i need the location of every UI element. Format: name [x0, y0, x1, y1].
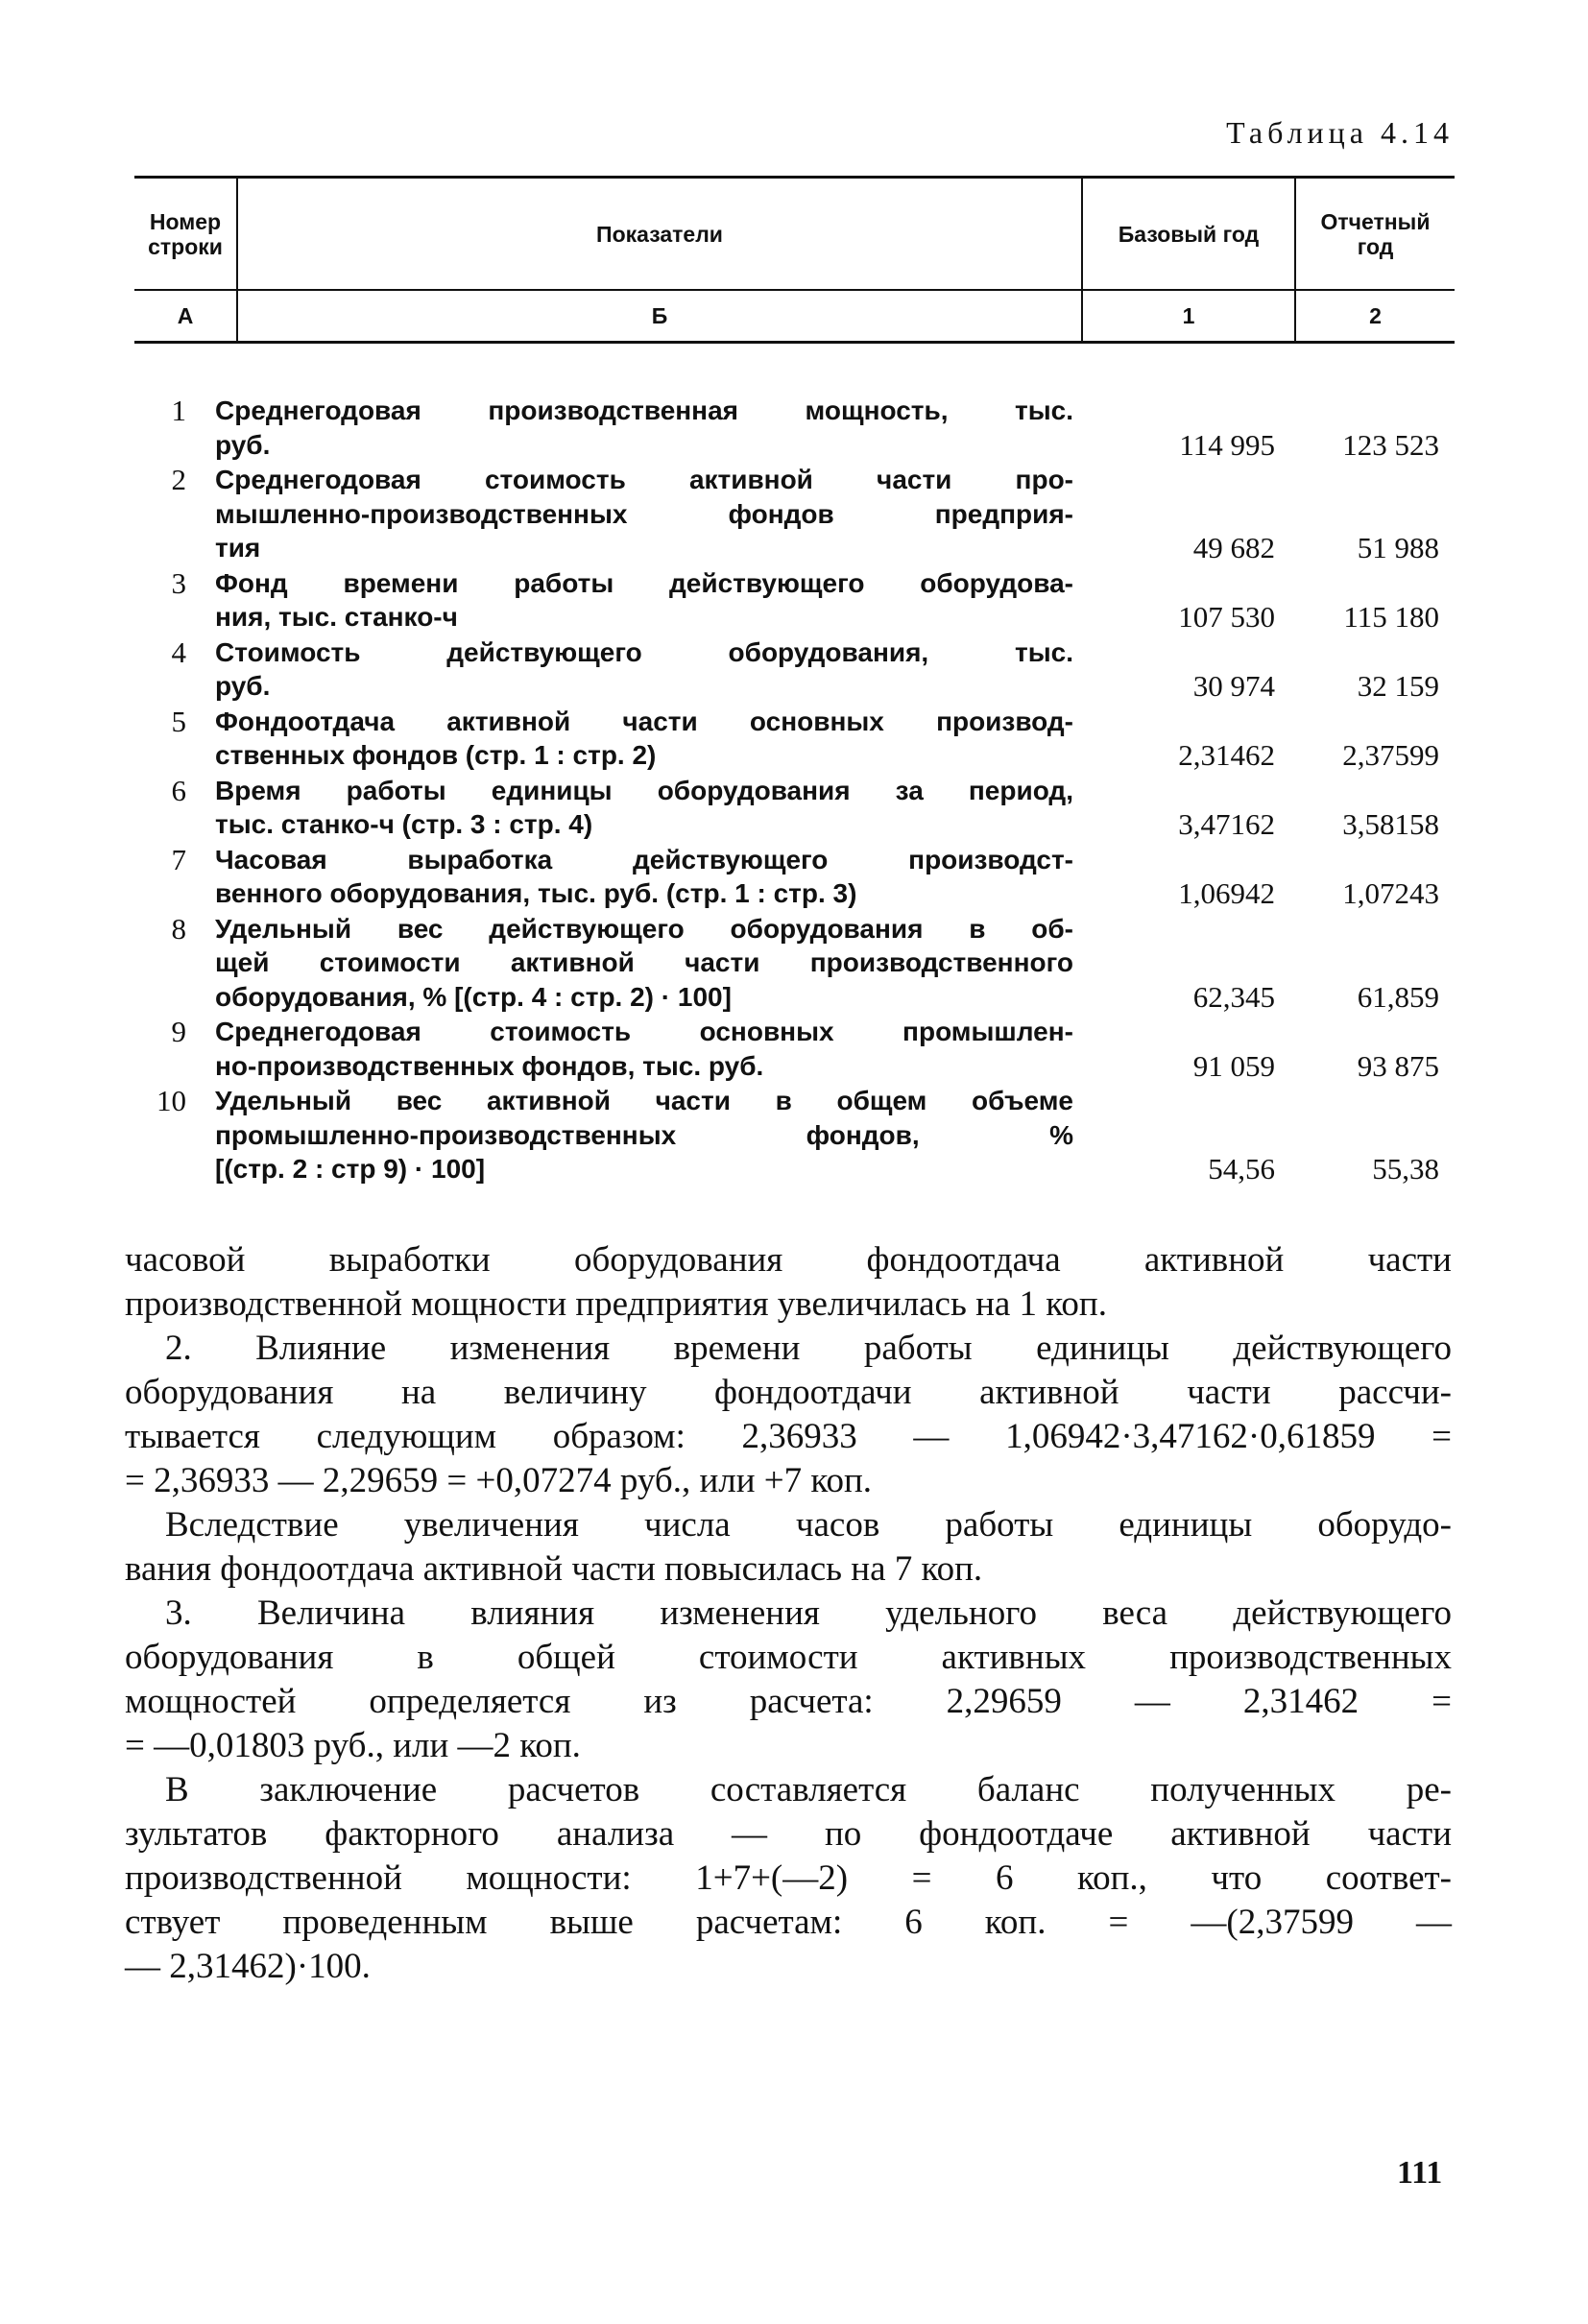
base-year-value: 1,06942	[1178, 876, 1275, 910]
indicator-line: мышленно-производственных фондов предприя-	[215, 498, 1073, 529]
paragraph	[125, 1327, 1452, 1503]
body-text	[125, 1238, 1452, 1989]
table-body	[134, 394, 1455, 1187]
report-year-value: 51 988	[1357, 531, 1439, 564]
row-indicator	[202, 912, 1083, 1015]
subheader-a: А	[134, 291, 238, 341]
text-line: = —0,01803 руб., или —2 коп.	[125, 1726, 581, 1765]
header-row-number: Номер строки	[134, 179, 238, 289]
row-number: 3	[171, 565, 186, 600]
report-year-value: 32 159	[1357, 669, 1439, 703]
indicator-line: но-производственных фондов, тыс. руб.	[215, 1050, 764, 1081]
row-indicator	[202, 774, 1083, 842]
indicator-line: Удельный вес активной части в общем объеме	[215, 1086, 1073, 1115]
base-year-value: 30 974	[1192, 669, 1275, 703]
report-year-value: 1,07243	[1342, 876, 1439, 910]
row-number: 9	[171, 1015, 186, 1048]
text-line: вания фондоотдача активной части повысилась на 7 коп.	[125, 1549, 983, 1589]
table-row	[134, 774, 1455, 842]
table-row	[134, 1084, 1455, 1186]
table-header	[134, 176, 1455, 344]
base-year-value: 107 530	[1178, 600, 1275, 634]
text-line: ствует проведенным выше расчетам: 6 коп. = —(2,37599 —	[125, 1903, 1452, 1942]
text-line: производственной мощности: 1+7+(—2) = 6 коп., что соответ-	[125, 1858, 1452, 1898]
base-year-value: 91 059	[1192, 1048, 1275, 1083]
row-number: 6	[171, 773, 186, 807]
text-line: мощностей определяется из расчета: 2,29659 — 2,31462 =	[125, 1682, 1452, 1721]
indicator-line: Среднегодовая производственная мощность, тыс.	[215, 395, 1073, 425]
text-line: часовой выработки оборудования фондоотдача активной части	[125, 1240, 1452, 1280]
row-indicator	[202, 843, 1083, 911]
indicator-line: Фондоотдача активной части основных производ-	[215, 706, 1073, 736]
row-number: 5	[171, 704, 186, 738]
indicator-line: венного оборудования, тыс. руб. (стр. 1 : стр. 3)	[215, 878, 857, 908]
text-line: производственной мощности предприятия увеличилась на 1 коп.	[125, 1284, 1107, 1324]
indicator-line: Среднегодовая стоимость основных промышлен-	[215, 1017, 1073, 1046]
indicator-line: Среднегодовая стоимость активной части про-	[215, 465, 1073, 494]
paragraph	[125, 1238, 1452, 1327]
report-year-value: 2,37599	[1342, 738, 1439, 772]
indicator-line: руб.	[215, 671, 271, 701]
row-number: 7	[171, 842, 186, 876]
row-indicator	[202, 566, 1083, 635]
text-line: 3. Величина влияния изменения удельного веса действующего	[165, 1593, 1452, 1633]
table-caption: Таблица 4.14	[1226, 115, 1454, 150]
text-line: = 2,36933 — 2,29659 = +0,07274 руб., или +7 коп.	[125, 1461, 873, 1500]
table-row	[134, 463, 1455, 565]
row-indicator	[202, 463, 1083, 565]
text-line: зультатов факторного анализа — по фондоотдаче активной части	[125, 1814, 1452, 1854]
text-line: тывается следующим образом: 2,36933 — 1,06942·3,47162·0,61859 =	[125, 1417, 1452, 1456]
report-year-value: 3,58158	[1342, 807, 1439, 841]
report-year-value: 93 875	[1357, 1048, 1439, 1083]
subheader-2: 2	[1369, 302, 1382, 328]
row-number: 8	[171, 911, 186, 946]
indicator-line: тыс. станко-ч (стр. 3 : стр. 4)	[215, 809, 593, 839]
row-number: 10	[156, 1084, 186, 1117]
row-indicator	[202, 635, 1083, 704]
indicator-line: руб.	[215, 429, 271, 460]
text-line: — 2,31462)·100.	[125, 1947, 371, 1986]
indicator-line: Время работы единицы оборудования за период,	[215, 775, 1073, 805]
table-row	[134, 1015, 1455, 1083]
subheader-b: Б	[238, 291, 1083, 341]
header-report-year: Отчетный год	[1320, 208, 1431, 259]
row-indicator	[202, 1084, 1083, 1186]
row-number: 1	[171, 394, 186, 427]
subheader-1: 1	[1083, 291, 1296, 341]
header-indicators: Показатели	[238, 179, 1083, 289]
base-year-value: 49 682	[1192, 531, 1275, 564]
paragraph	[125, 1503, 1452, 1592]
report-year-value: 123 523	[1342, 427, 1439, 462]
base-year-value: 3,47162	[1178, 807, 1275, 841]
table-row	[134, 566, 1455, 635]
row-indicator	[202, 705, 1083, 773]
indicator-line: Часовая выработка действующего производст-	[215, 844, 1073, 874]
paragraph	[125, 1768, 1452, 1989]
row-number: 4	[171, 635, 186, 669]
row-number: 2	[171, 463, 186, 496]
report-year-value: 115 180	[1343, 600, 1439, 634]
indicator-line: ственных фондов (стр. 1 : стр. 2)	[215, 740, 657, 770]
indicator-line: промышленно-производственных фондов, %	[215, 1119, 1073, 1150]
table-row	[134, 635, 1455, 704]
indicator-line: щей стоимости активной части производственного	[215, 947, 1073, 977]
table-row	[134, 705, 1455, 773]
paragraph	[125, 1592, 1452, 1768]
report-year-value: 61,859	[1357, 979, 1439, 1014]
row-indicator	[202, 394, 1083, 462]
indicator-line: Фонд времени работы действующего оборудова-	[215, 567, 1073, 598]
text-line: В заключение расчетов составляется баланс полученных ре-	[165, 1770, 1452, 1809]
text-line: оборудования на величину фондоотдачи активной части рассчи-	[125, 1373, 1452, 1412]
header-base-year: Базовый год	[1083, 179, 1296, 289]
table-row	[134, 912, 1455, 1015]
table-row	[134, 843, 1455, 911]
base-year-value: 2,31462	[1178, 738, 1275, 772]
report-year-value: 55,38	[1372, 1152, 1439, 1186]
indicator-line: тия	[215, 533, 261, 563]
text-line: 2. Влияние изменения времени работы единицы действующего	[165, 1329, 1452, 1368]
indicator-line: ния, тыс. станко-ч	[215, 602, 458, 632]
row-indicator	[202, 1015, 1083, 1083]
indicator-line: Удельный вес действующего оборудования в об-	[215, 913, 1073, 944]
indicator-line: [(стр. 2 : стр 9) · 100]	[215, 1154, 486, 1184]
table-row	[134, 394, 1455, 462]
indicator-line: Стоимость действующего оборудования, тыс.	[215, 636, 1073, 667]
base-year-value: 54,56	[1208, 1152, 1275, 1186]
indicator-line: оборудования, % [(стр. 4 : стр. 2) · 100]	[215, 981, 732, 1012]
page-number: 111	[1397, 2155, 1443, 2191]
base-year-value: 62,345	[1192, 979, 1275, 1014]
base-year-value: 114 995	[1179, 427, 1275, 462]
text-line: Вследствие увеличения числа часов работы единицы оборудо-	[165, 1505, 1452, 1545]
text-line: оборудования в общей стоимости активных производственных	[125, 1638, 1452, 1677]
